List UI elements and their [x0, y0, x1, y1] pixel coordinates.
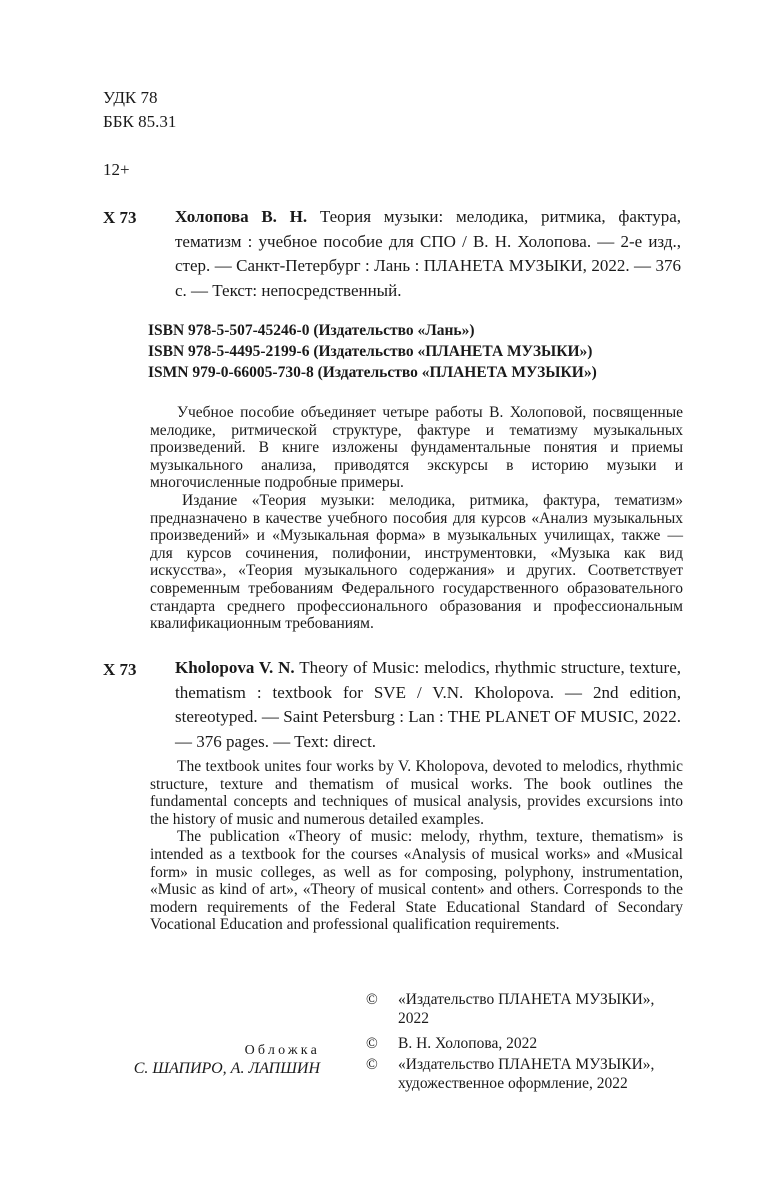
- copyright-line: [366, 990, 686, 1028]
- cover-label: Обложка: [244, 1043, 320, 1058]
- abstract-en: [150, 758, 683, 934]
- abstract-ru: [150, 404, 683, 633]
- age-rating: 12+: [103, 160, 130, 179]
- abstract-ru-paragraph: Учебное пособие объединяет четыре работы В. Холоповой, посвященные мелодике, ритмической структуре, фактуре и тематизму музыкальных произведений. В книге изложены фундаментальные понятия и приемы музыкального анализа, приводятся экскурсы в историю музыки и многочисленные подробные примеры.: [150, 404, 683, 492]
- copyright-symbol: ©: [366, 1056, 378, 1073]
- copyright-line: [366, 1034, 686, 1053]
- bibliographic-entry-en: [175, 656, 681, 754]
- bbk-code: ББК 85.31: [103, 112, 177, 131]
- author-name-en: Kholopova V. N.: [175, 658, 295, 677]
- abstract-en-paragraph: The textbook unites four works by V. Kholopova, devoted to melodics, rhythmic structure, texture and thematism of musical works. The book outlines the fundamental concepts and techniques of musical analysis, provides excursions into the history of music and numerous detailed examples.: [150, 758, 683, 828]
- copyright-symbol: ©: [366, 1035, 378, 1052]
- entry-description-en: Theory of Music: melodics, rhythmic structure, texture, thematism : textbook for SVE / V.N. Kholopova. — 2nd edition, stereotyped. — Saint Petersburg : Lan : THE PLANET OF MUSIC, 2022. — 376 pages. — Text: direct.: [175, 658, 681, 751]
- abstract-en-paragraph: The publication «Theory of music: melody, rhythm, texture, thematism» is intended as a textbook for the courses «Analysis of musical works» and «Musical form» in music colleges, as well as for composing, polyphony, instrumentation, «Music as kind of art», «Theory of musical content» and others. Corresponds to the modern requirements of the Federal State Educational Standard of Secondary Vocational Education and professional qualification requirements.: [150, 828, 683, 934]
- copyright-symbol: ©: [366, 991, 378, 1008]
- abstract-ru-paragraph: Издание «Теория музыки: мелодика, ритмика, фактура, тематизм» предназначено в качестве учебного пособия для курсов «Анализ музыкальных произведений» и «Музыкальная форма» в музыкальных училищах, также — для курсов сочинения, полифонии, инструментовки, «Музыка как вид искусства», «Теория музыкального содержания» и других. Соответствует современным требованиям Федерального государственного образовательного стандарта среднего профессионального образования и профессиональным квалификационным требованиям.: [150, 491, 683, 633]
- cover-designers: С. ШАПИРО, А. ЛАПШИН: [133, 1060, 320, 1077]
- ismn-planeta: ISMN 979-0-66005-730-8 (Издательство «ПЛАНЕТА МУЗЫКИ»): [148, 364, 597, 381]
- entry-description-ru: Теория музыки: мелодика, ритмика, фактура, тематизм : учебное пособие для СПО / В. Н. Холопова. — 2-е изд., стер. — Санкт-Петербург : Лань : ПЛАНЕТА МУЗЫКИ, 2022. — 376 с. — Текст: непосредственный.: [175, 207, 681, 300]
- copyright-text: «Издательство ПЛАНЕТА МУЗЫКИ», художественное оформление, 2022: [398, 1056, 655, 1092]
- isbn-lan: ISBN 978-5-507-45246-0 (Издательство «Лань»): [148, 322, 475, 339]
- copyright-block: [366, 990, 686, 1093]
- udk-code: УДК 78: [103, 88, 158, 107]
- copyright-text: В. Н. Холопова, 2022: [398, 1035, 538, 1052]
- author-mark-ru: Х 73: [103, 208, 137, 227]
- copyright-text: «Издательство ПЛАНЕТА МУЗЫКИ», 2022: [398, 991, 655, 1027]
- isbn-planeta: ISBN 978-5-4495-2199-6 (Издательство «ПЛАНЕТА МУЗЫКИ»): [148, 343, 593, 360]
- copyright-line: [366, 1055, 686, 1093]
- author-name-ru: Холопова В. Н.: [175, 207, 308, 226]
- author-mark-en: Х 73: [103, 660, 137, 679]
- bibliographic-entry-ru: [175, 205, 681, 303]
